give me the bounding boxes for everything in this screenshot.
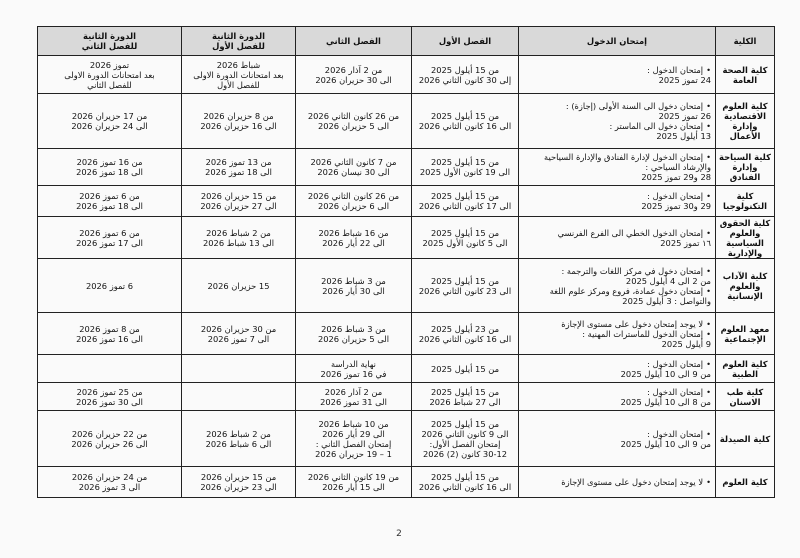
retake-second-semester-cell [38, 355, 182, 383]
retake-first-semester-cell [182, 355, 296, 383]
retake-second-semester-cell: من 16 تموز 2026 الى 18 تموز 2026 [38, 149, 182, 186]
admission-text: إمتحان الدخول الخطي الى الفرع الفرنسي ١٦ تموز 2025 [557, 227, 711, 248]
admission-exam-cell [519, 411, 716, 467]
second-semester-cell: من 16 شباط 2026 الى 22 أيار 2026 [296, 217, 412, 259]
table-row [38, 355, 775, 383]
admission-text: إمتحان دخول عمادة، فروع ومركز علوم اللغة والتواصل : 3 أيلول 2025 [549, 285, 711, 306]
first-semester-cell: من 23 أيلول 2025 الى 16 كانون الثاني 2026 [412, 313, 519, 355]
second-semester-cell: من 10 شباط 2026 الى 29 أيار 2026 إمتحان الفصل الثاني : 1 – 19 حزيران 2026 [296, 411, 412, 467]
header-second-session-second-semester: الدورة الثانية للفصل الثاني [38, 27, 182, 56]
first-semester-cell: من 15 أيلول 2025 الى 27 شباط 2026 [412, 383, 519, 411]
retake-first-semester-cell: من 8 حزيران 2026 الى 16 حزيران 2026 [182, 94, 296, 149]
table-row [38, 383, 775, 411]
table-row [38, 411, 775, 467]
admission-exam-cell [519, 355, 716, 383]
table-row [38, 259, 775, 313]
retake-first-semester-cell: شباط 2026 بعد امتحانات الدورة الاولى للفصل الأول [182, 56, 296, 94]
first-semester-cell: من 15 أيلول 2025 الى 16 كانون الثاني 2026 [412, 467, 519, 498]
first-semester-cell: من 15 أيلول 2025 الى 17 كانون الثاني 2026 [412, 186, 519, 217]
admission-text: إمتحان دخول الى السنة الأولى (إجازة) : 26 تموز 2025 [565, 101, 711, 121]
faculty-cell: كلية الصحة العامة [716, 56, 775, 94]
admission-exam-cell [519, 186, 716, 217]
retake-second-semester-cell: 6 تموز 2026 [38, 259, 182, 313]
table-row [38, 186, 775, 217]
admission-exam-cell [519, 94, 716, 149]
first-semester-cell: من 15 أيلول 2025 الى 9 كانون الثاني 2026 إمتحان الفصل الأول: 30-12 كانون (2) 2026 [412, 411, 519, 467]
admission-item [522, 228, 711, 248]
faculty-cell: كلية الصيدلة [716, 411, 775, 467]
retake-first-semester-cell: من 15 حزيران 2026 الى 23 حزيران 2026 [182, 467, 296, 498]
retake-second-semester-cell: من 22 حزيران 2026 الى 26 حزيران 2026 [38, 411, 182, 467]
admission-item [522, 286, 711, 306]
admission-item [522, 65, 711, 85]
second-semester-cell: من 2 آذار 2026 الى 31 تموز 2026 [296, 383, 412, 411]
retake-second-semester-cell: من 8 تموز 2026 الى 16 تموز 2026 [38, 313, 182, 355]
retake-first-semester-cell [182, 383, 296, 411]
faculty-cell: كلية طب الاسنان [716, 383, 775, 411]
admission-exam-cell [519, 313, 716, 355]
admission-item [522, 101, 711, 121]
second-semester-cell: من 3 شباط 2026 الى 30 أيار 2026 [296, 259, 412, 313]
admission-item [522, 359, 711, 379]
first-semester-cell: من 15 أيلول 2025 الى 19 كانون الأول 2025 [412, 149, 519, 186]
admission-exam-cell [519, 149, 716, 186]
bullet-icon: • [706, 328, 711, 339]
table-row [38, 313, 775, 355]
bullet-icon: • [706, 64, 711, 75]
header-faculty: الكلية [716, 27, 775, 56]
admission-text: إمتحان دخول الى الماستر : 13 أيلول 2025 [609, 121, 711, 141]
admission-text: إمتحان الدخول : 29 و30 تموز 2025 [641, 191, 711, 211]
faculty-cell: كلية العلوم الاقتصادية وإدارة الأعمال [716, 94, 775, 149]
admission-text: إمتحان الدخول : من 9 الى 10 أيلول 2025 [620, 358, 711, 379]
admission-text: إمتحان الدخول : من 9 الى 10 أيلول 2025 [620, 428, 711, 449]
admission-item [522, 191, 711, 211]
second-semester-cell: من 7 كانون الثاني 2026 الى 30 نيسان 2026 [296, 149, 412, 186]
first-semester-cell: من 15 أيلول 2025 الى 5 كانون الأول 2025 [412, 217, 519, 259]
second-semester-cell: من 26 كانون الثاني 2026 الى 6 حزيران 2026 [296, 186, 412, 217]
header-second-semester: الفصل الثاني [296, 27, 412, 56]
admission-text: إمتحان الدخول لإدارة الفنادق والإدارة السياحية والإرشاد السياحي : 28 و29 تموز 2025 [544, 152, 711, 182]
first-semester-cell: من 15 أيلول 2025 إلى 30 كانون الثاني 2026 [412, 56, 519, 94]
bullet-icon: • [706, 386, 711, 397]
header-admission-exam: إمتحان الدخول [519, 27, 716, 56]
retake-second-semester-cell: من 6 تموز 2026 الى 18 تموز 2026 [38, 186, 182, 217]
admission-exam-cell [519, 56, 716, 94]
retake-first-semester-cell: 15 حزيران 2026 [182, 259, 296, 313]
first-semester-cell: من 15 أيلول 2025 الى 16 كانون الثاني 2026 [412, 94, 519, 149]
retake-first-semester-cell: من 2 شباط 2026 الى 6 شباط 2026 [182, 411, 296, 467]
retake-second-semester-cell: من 25 تموز 2026 الى 30 تموز 2026 [38, 383, 182, 411]
admission-item [522, 121, 711, 141]
table-row [38, 149, 775, 186]
admission-text: لا يوجد إمتحان دخول على مستوى الإجازة [561, 318, 704, 329]
retake-second-semester-cell: من 17 حزيران 2026 الى 24 حزيران 2026 [38, 94, 182, 149]
table-row [38, 56, 775, 94]
bullet-icon: • [706, 477, 711, 487]
faculty-cell: كلية التكنولوجيا [716, 186, 775, 217]
admission-text: إمتحان دخول في مركز اللغات والترجمة : من 2 الى 4 أيلول 2025 [561, 265, 711, 286]
bullet-icon: • [706, 191, 711, 201]
retake-first-semester-cell: من 2 شباط 2026 الى 13 شباط 2026 [182, 217, 296, 259]
retake-first-semester-cell: من 30 حزيران 2026 الى 7 تموز 2026 [182, 313, 296, 355]
admission-exam-cell [519, 467, 716, 498]
retake-first-semester-cell: من 13 تموز 2026 الى 18 تموز 2026 [182, 149, 296, 186]
page-number: 2 [396, 529, 402, 539]
retake-first-semester-cell: من 15 حزيران 2026 الى 27 حزيران 2026 [182, 186, 296, 217]
first-semester-cell: من 15 أيلول 2025 [412, 355, 519, 383]
second-semester-cell: من 26 كانون الثاني 2026 الى 5 حزيران 2026 [296, 94, 412, 149]
bullet-icon: • [706, 318, 711, 329]
admission-text: إمتحان الدخول : 24 تموز 2025 [647, 64, 711, 85]
second-semester-cell: نهاية الدراسة في 16 تموز 2026 [296, 355, 412, 383]
bullet-icon: • [706, 428, 711, 439]
bullet-icon: • [706, 265, 711, 276]
second-semester-cell: من 3 شباط 2026 الى 5 حزيران 2026 [296, 313, 412, 355]
admission-item [522, 387, 711, 407]
table-row [38, 94, 775, 149]
academic-calendar-table [37, 26, 775, 498]
faculty-cell: معهد العلوم الإجتماعية [716, 313, 775, 355]
admission-exam-cell [519, 383, 716, 411]
admission-text: إمتحان الدخول للماسترات المهنية : 9 أيلول 2025 [582, 328, 711, 349]
retake-second-semester-cell: تموز 2026 بعد امتحانات الدورة الاولى للفصل الثاني [38, 56, 182, 94]
admission-exam-cell [519, 259, 716, 313]
faculty-cell: كلية الآداب والعلوم الإنسانية [716, 259, 775, 313]
header-second-session-first-semester: الدورة الثانية للفصل الأول [182, 27, 296, 56]
second-semester-cell: من 19 كانون الثاني 2026 الى 15 أيار 2026 [296, 467, 412, 498]
faculty-cell: كلية العلوم [716, 467, 775, 498]
admission-item [522, 329, 711, 349]
retake-second-semester-cell: من 6 تموز 2026 الى 17 تموز 2026 [38, 217, 182, 259]
admission-item [522, 152, 711, 182]
table-header-row [38, 27, 775, 56]
admission-item [522, 477, 711, 487]
retake-second-semester-cell: من 24 حزيران 2026 الى 3 تموز 2026 [38, 467, 182, 498]
admission-exam-cell [519, 217, 716, 259]
faculty-cell: كلية العلوم الطبية [716, 355, 775, 383]
second-semester-cell: من 2 آذار 2026 الى 30 حزيران 2026 [296, 56, 412, 94]
faculty-cell: كلية السياحة وإدارة الفنادق [716, 149, 775, 186]
admission-text: لا يوجد إمتحان دخول على مستوى الإجازة [561, 477, 704, 487]
admission-item [522, 319, 711, 329]
table-row [38, 467, 775, 498]
admission-text: إمتحان الدخول : من 8 الى 10 أيلول 2025 [620, 386, 711, 407]
bullet-icon: • [706, 121, 711, 131]
table-body [38, 56, 775, 498]
admission-item [522, 266, 711, 286]
faculty-cell: كلية الحقوق والعلوم السياسية والإدارية [716, 217, 775, 259]
bullet-icon: • [706, 227, 711, 238]
bullet-icon: • [706, 358, 711, 369]
first-semester-cell: من 15 أيلول 2025 الى 23 كانون الثاني 2026 [412, 259, 519, 313]
header-first-semester: الفصل الأول [412, 27, 519, 56]
bullet-icon: • [706, 101, 711, 111]
bullet-icon: • [706, 152, 711, 162]
admission-item [522, 429, 711, 449]
table-row [38, 217, 775, 259]
bullet-icon: • [706, 285, 711, 296]
